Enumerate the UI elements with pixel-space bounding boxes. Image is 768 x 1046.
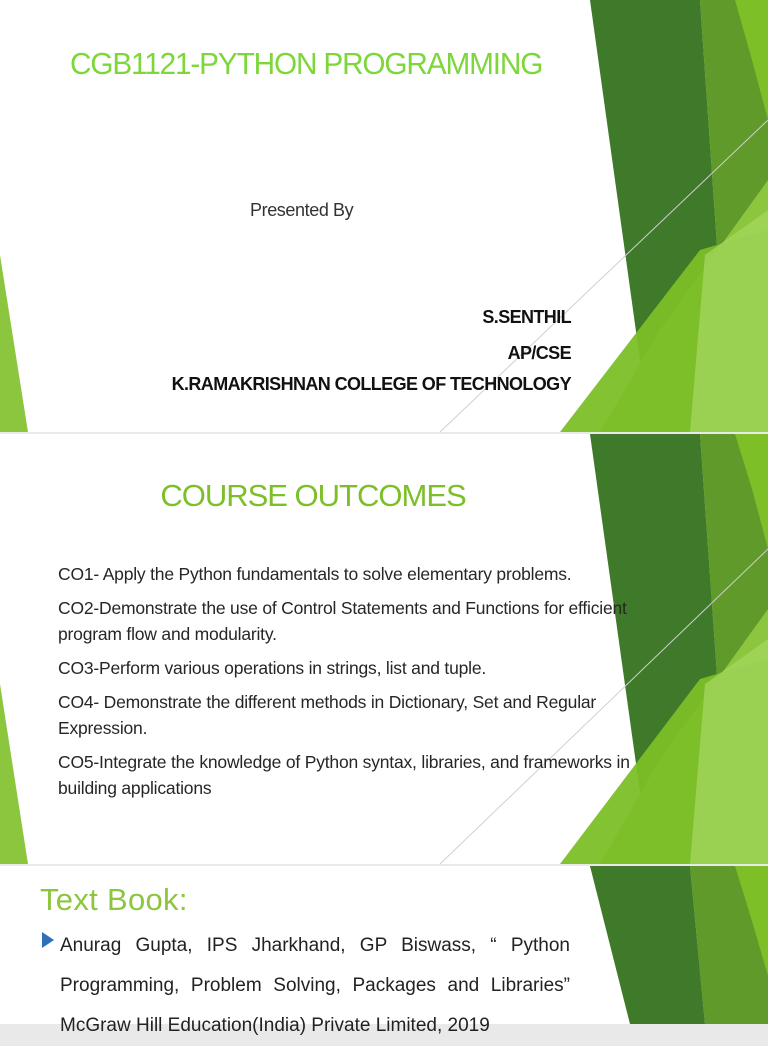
text-book-reference: Anurag Gupta, IPS Jharkhand, GP Biswass, “ Python Programming, Problem Solving, Packages and Libraries” McGraw Hill Education(India) Private Limited, 2019 <box>60 935 570 1036</box>
list-item: CO2-Demonstrate the use of Control Statements and Functions for efficient program flow and modularity. <box>58 598 627 644</box>
triangle-bullet-icon <box>42 932 54 948</box>
list-item: CO4- Demonstrate the different methods in Dictionary, Set and Regular Expression. <box>58 692 597 738</box>
course-outcomes-title: COURSE OUTCOMES <box>160 478 466 513</box>
slide-text-book <box>0 866 768 1036</box>
list-item: CO5-Integrate the knowledge of Python syntax, libraries, and frameworks in building applications <box>58 752 630 798</box>
institution-name: K.RAMAKRISHNAN COLLEGE OF TECHNOLOGY <box>171 374 571 394</box>
slide-title-text: CGB1121-PYTHON PROGRAMMING <box>70 46 543 81</box>
list-item: CO3-Perform various operations in strings, list and tuple. <box>58 658 487 678</box>
slide-course-outcomes <box>0 434 768 864</box>
text-book-title: Text Book: <box>40 882 188 917</box>
presenter-name: S.SENTHIL <box>482 307 571 327</box>
slide-title <box>0 0 768 432</box>
presented-by-label: Presented By <box>250 200 354 220</box>
list-item: CO1- Apply the Python fundamentals to solve elementary problems. <box>58 564 572 584</box>
course-outcomes-list <box>58 561 688 809</box>
presenter-role: AP/CSE <box>507 343 571 363</box>
